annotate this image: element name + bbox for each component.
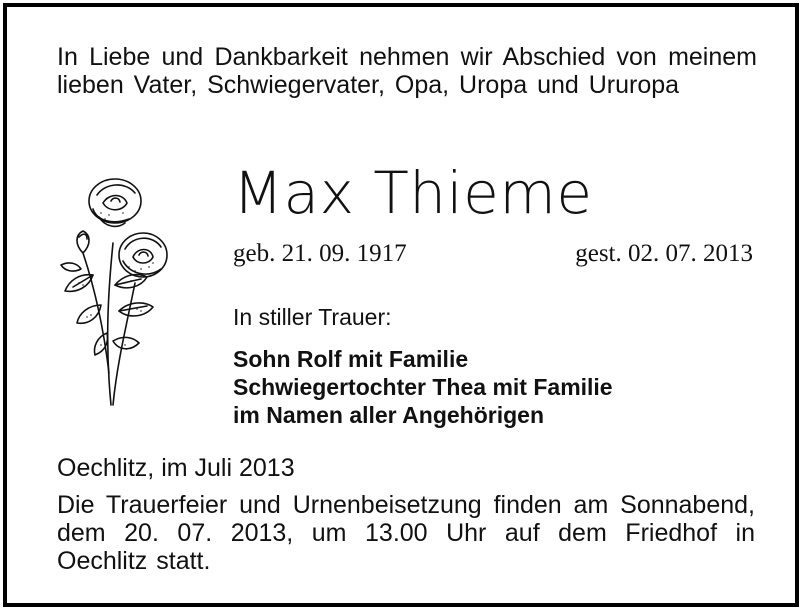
place-date: Oechlitz, im Juli 2013 xyxy=(57,454,295,482)
family-line: Schwiegertochter Thea mit Familie xyxy=(233,374,613,400)
rose-icon xyxy=(53,173,173,413)
death-date: gest. 02. 07. 2013 xyxy=(575,240,753,267)
intro-text: In Liebe und Dankbarkeit nehmen wir Abschied von meinem lieben Vater, Schwiegervater, Opa, Uropa und Ururopa xyxy=(57,43,757,99)
mourning-heading: In stiller Trauer: xyxy=(233,304,392,330)
funeral-info: Die Trauerfeier und Urnenbeisetzung finden am Sonnabend, dem 20. 07. 2013, um 13.00 Uhr auf dem Friedhof in Oechlitz statt. xyxy=(57,491,755,575)
family-line: im Namen aller Angehörigen xyxy=(233,402,544,428)
birth-date: geb. 21. 09. 1917 xyxy=(233,240,407,267)
obituary-frame xyxy=(3,3,799,607)
family-line: Sohn Rolf mit Familie xyxy=(233,346,469,372)
family-list xyxy=(233,345,613,429)
deceased-name: Max Thieme xyxy=(233,159,593,227)
